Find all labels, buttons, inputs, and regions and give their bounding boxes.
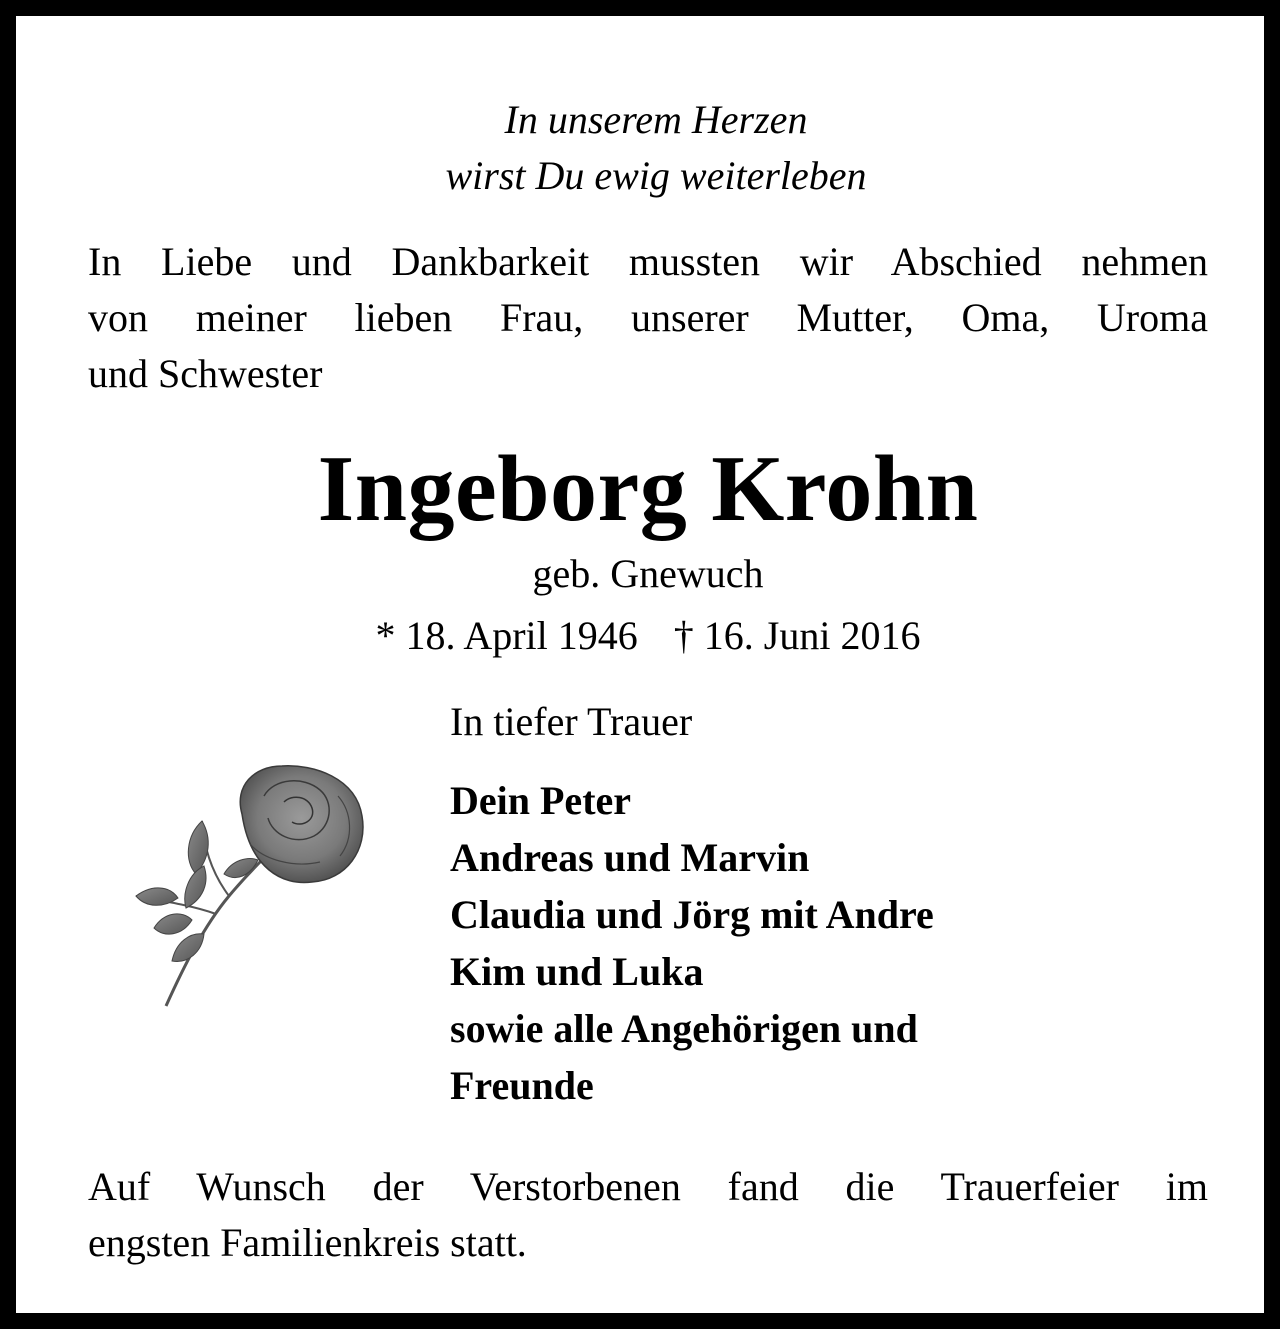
- maiden-name: geb. Gnewuch: [532, 551, 764, 596]
- mourning-line: In tiefer Trauer: [450, 699, 693, 744]
- motto-line-1: In unserem Herzen: [504, 97, 808, 142]
- life-dates: [16, 608, 1280, 664]
- birth-date: * 18. April 1946: [375, 613, 638, 658]
- rose-icon: [124, 756, 374, 1016]
- motto-line-2: wirst Du ewig weiterleben: [445, 153, 867, 198]
- family-member: Dein Peter: [450, 778, 632, 823]
- family-member: Freunde: [450, 1063, 594, 1108]
- deceased-name: Ingeborg Krohn: [317, 437, 979, 541]
- family-member: Kim und Luka: [450, 949, 704, 994]
- family-member: sowie alle Angehörigen und: [450, 1006, 918, 1051]
- closing-line-2: engsten Familienkreis statt.: [88, 1220, 527, 1265]
- death-date: † 16. Juni 2016: [673, 613, 921, 658]
- family-member: Andreas und Marvin: [450, 835, 810, 880]
- closing-text: [88, 1159, 1208, 1271]
- family-member: Claudia und Jörg mit Andre: [450, 892, 934, 937]
- intro-line-2: von meiner lieben Frau, unserer Mutter, Oma, Uroma: [88, 295, 1208, 340]
- intro-text: [88, 234, 1208, 402]
- intro-line-3: und Schwester: [88, 351, 323, 396]
- family-list: [450, 772, 934, 1114]
- closing-line-1: Auf Wunsch der Verstorbenen fand die Trauerfeier im: [88, 1164, 1208, 1209]
- intro-line-1: In Liebe und Dankbarkeit mussten wir Abschied nehmen: [88, 239, 1208, 284]
